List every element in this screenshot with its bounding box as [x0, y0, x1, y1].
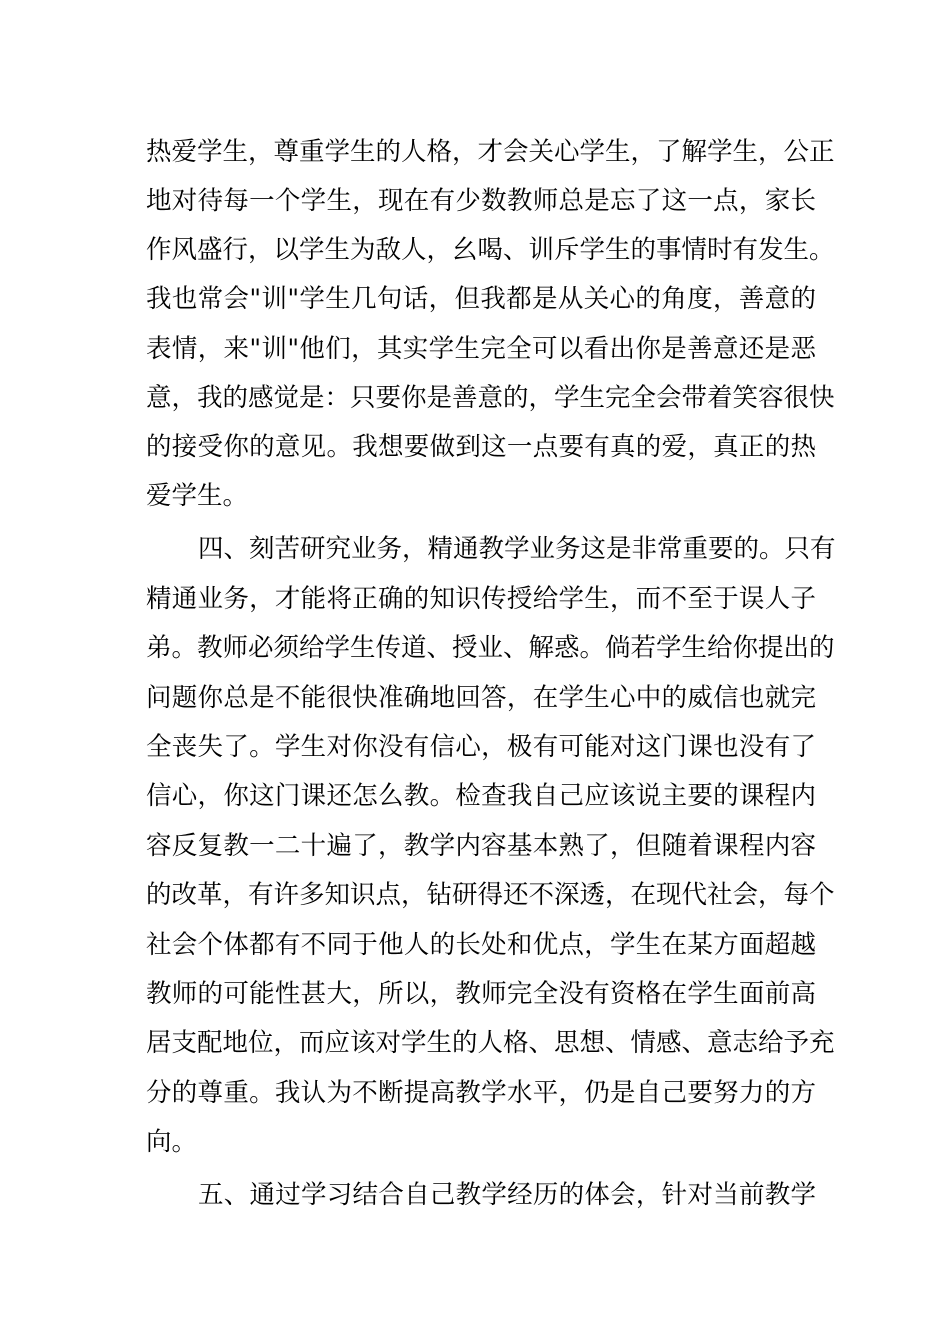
text-line: 弟。教师必须给学生传道、授业、解惑。倘若学生给你提出的 — [146, 633, 835, 663]
paragraph-heading-four: 四、刻苦研究业务，精通教学业务这是非常重要的。只有 — [198, 534, 836, 564]
text-line: 容反复教一二十遍了，教学内容基本熟了，但随着课程内容 — [146, 831, 816, 861]
text-line: 的改革，有许多知识点，钻研得还不深透，在现代社会，每个 — [146, 880, 835, 910]
text-line: 作风盛行，以学生为敌人，幺喝、训斥学生的事情时有发生。 — [146, 235, 835, 265]
text-line: 向。 — [146, 1127, 198, 1157]
text-line: 居支配地位，而应该对学生的人格、思想、情感、意志给予充 — [146, 1028, 835, 1058]
text-line: 表情，来"训"他们，其实学生完全可以看出你是善意还是恶 — [146, 334, 816, 364]
text-line: 地对待每一个学生，现在有少数教师总是忘了这一点，家长 — [146, 186, 816, 216]
text-line: 全丧失了。学生对你没有信心，极有可能对这门课也没有了 — [146, 732, 816, 762]
text-line: 教师的可能性甚大，所以，教师完全没有资格在学生面前高 — [146, 979, 816, 1009]
text-line: 精通业务，才能将正确的知识传授给学生，而不至于误人子 — [146, 584, 816, 614]
paragraph-heading-five: 五、通过学习结合自己教学经历的体会，针对当前教学 — [198, 1180, 816, 1210]
text-line: 意，我的感觉是：只要你是善意的，学生完全会带着笑容很快 — [146, 383, 835, 413]
text-line: 爱学生。 — [146, 481, 249, 511]
text-line: 我也常会"训"学生几句话，但我都是从关心的角度，善意的 — [146, 284, 816, 314]
text-line: 社会个体都有不同于他人的长处和优点，学生在某方面超越 — [146, 930, 816, 960]
text-line: 的接受你的意见。我想要做到这一点要有真的爱，真正的热 — [146, 432, 816, 462]
text-line: 热爱学生，尊重学生的人格，才会关心学生，了解学生，公正 — [146, 137, 835, 167]
text-line: 信心，你这门课还怎么教。检查我自己应该说主要的课程内 — [146, 781, 816, 811]
text-line: 问题你总是不能很快准确地回答，在学生心中的威信也就完 — [146, 683, 816, 713]
text-line: 分的尊重。我认为不断提高教学水平，仍是自己要努力的方 — [146, 1078, 816, 1108]
